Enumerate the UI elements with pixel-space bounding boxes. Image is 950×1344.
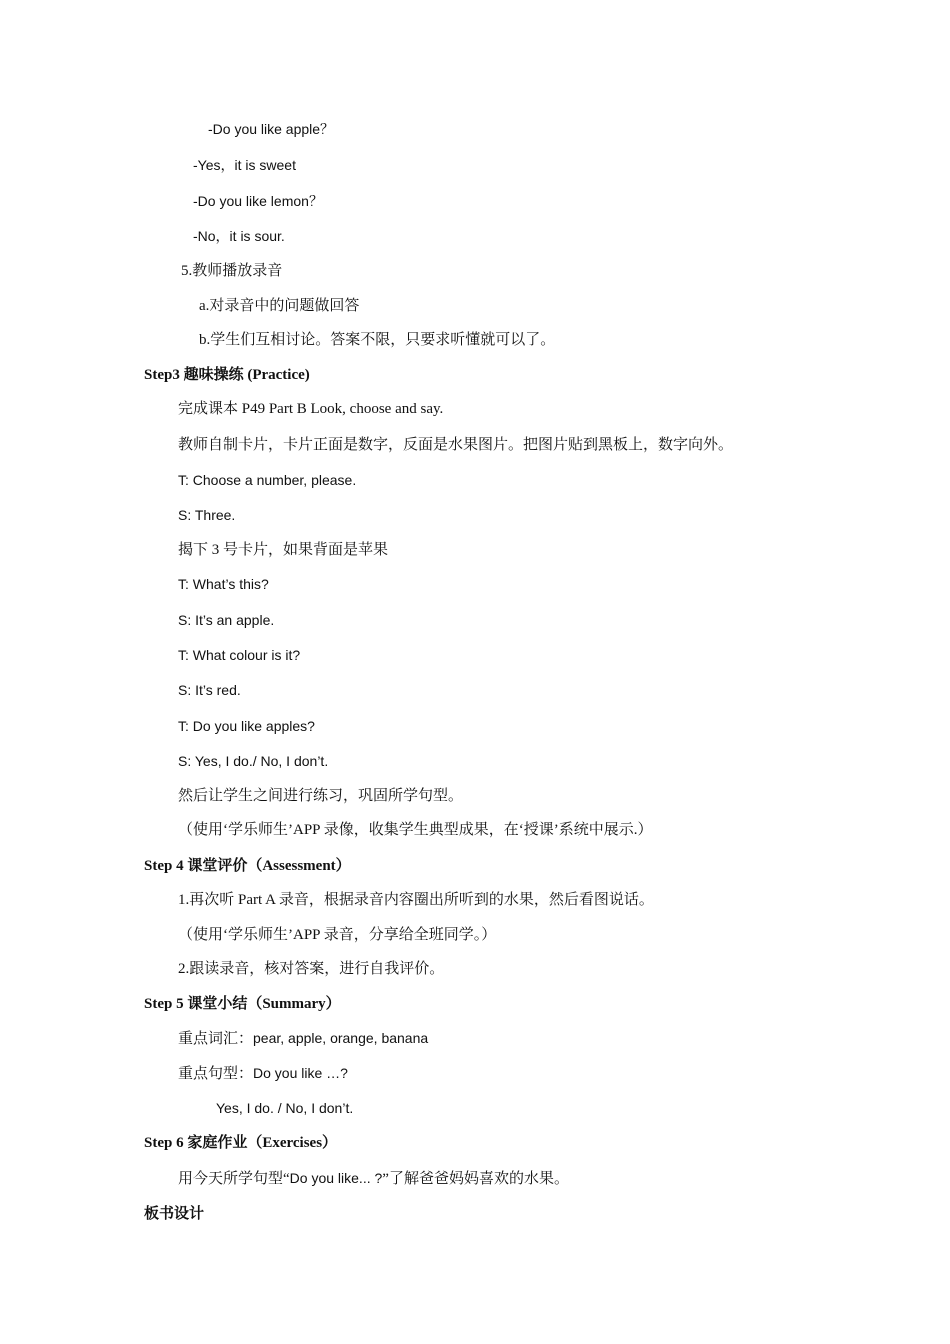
step5-heading: Step 5 课堂小结（Summary）: [144, 996, 341, 1012]
step5-pattern: [178, 1063, 348, 1084]
step2-item5-b: b.学生们互相讨论。答案不限，只要求听懂就可以了。: [199, 332, 556, 348]
step3-line2: 教师自制卡片，卡片正面是数字，反面是水果图片。把图片贴到黑板上，数字向外。: [178, 437, 734, 453]
step3-note: 揭下 3 号卡片，如果背面是苹果: [178, 542, 389, 558]
step2-item5-title: 5.教师播放录音: [181, 263, 283, 279]
step4-item1-note: （使用‘学乐师生’APP 录音，分享给全班同学。）: [178, 927, 497, 943]
step5-vocab: [178, 1028, 428, 1049]
step5-pattern-answer: Yes, I do. / No, I don’t.: [216, 1100, 354, 1116]
dialog-answer-1: -Yes，it is sweet: [193, 157, 296, 173]
step3-line4: （使用‘学乐师生’APP 录像，收集学生典型成果，在‘授课’系统中展示.）: [178, 822, 653, 838]
board-design-heading: 板书设计: [144, 1206, 205, 1222]
step5-vocab-words: pear, apple, orange, banana: [253, 1030, 429, 1046]
step5-vocab-label: 重点词汇：: [178, 1031, 254, 1047]
step3-line1: 完成课本 P49 Part B Look, choose and say.: [178, 401, 444, 417]
step6-homework-post: ”了解爸爸妈妈喜欢的水果。: [382, 1171, 569, 1187]
step5-pattern-label: 重点句型：: [178, 1066, 254, 1082]
step3-teacher-1: T: Choose a number, please.: [178, 472, 357, 488]
dialog-question-1: -Do you like apple？: [208, 121, 335, 137]
step4-item1: 1.再次听 Part A 录音，根据录音内容圈出所听到的水果，然后看图说话。: [178, 892, 654, 908]
step3-student-2: S: It’s an apple.: [178, 612, 275, 628]
step4-heading: Step 4 课堂评价（Assessment）: [144, 858, 351, 874]
step6-heading: Step 6 家庭作业（Exercises）: [144, 1135, 338, 1151]
step6-homework: [178, 1168, 569, 1189]
step6-homework-quote: Do you like... ?: [289, 1170, 383, 1186]
step3-student-1: S: Three.: [178, 507, 236, 523]
step3-student-3: S: It’s red.: [178, 682, 241, 698]
step3-line3: 然后让学生之间进行练习，巩固所学句型。: [178, 788, 464, 804]
dialog-question-2: -Do you like lemon？: [193, 193, 323, 209]
step3-heading: Step3 趣味操练 (Practice): [144, 367, 310, 383]
step3-teacher-2: T: What’s this?: [178, 576, 269, 592]
step4-item2: 2.跟读录音，核对答案，进行自我评价。: [178, 961, 445, 977]
dialog-answer-2: -No，it is sour.: [193, 228, 285, 244]
step5-pattern-text: Do you like …?: [253, 1065, 348, 1081]
step3-student-4: S: Yes, I do./ No, I don’t.: [178, 753, 329, 769]
step3-teacher-4: T: Do you like apples?: [178, 718, 315, 734]
step3-teacher-3: T: What colour is it?: [178, 647, 301, 663]
step2-item5-a: a.对录音中的问题做回答: [199, 298, 360, 314]
step6-homework-pre: 用今天所学句型“: [178, 1171, 290, 1187]
